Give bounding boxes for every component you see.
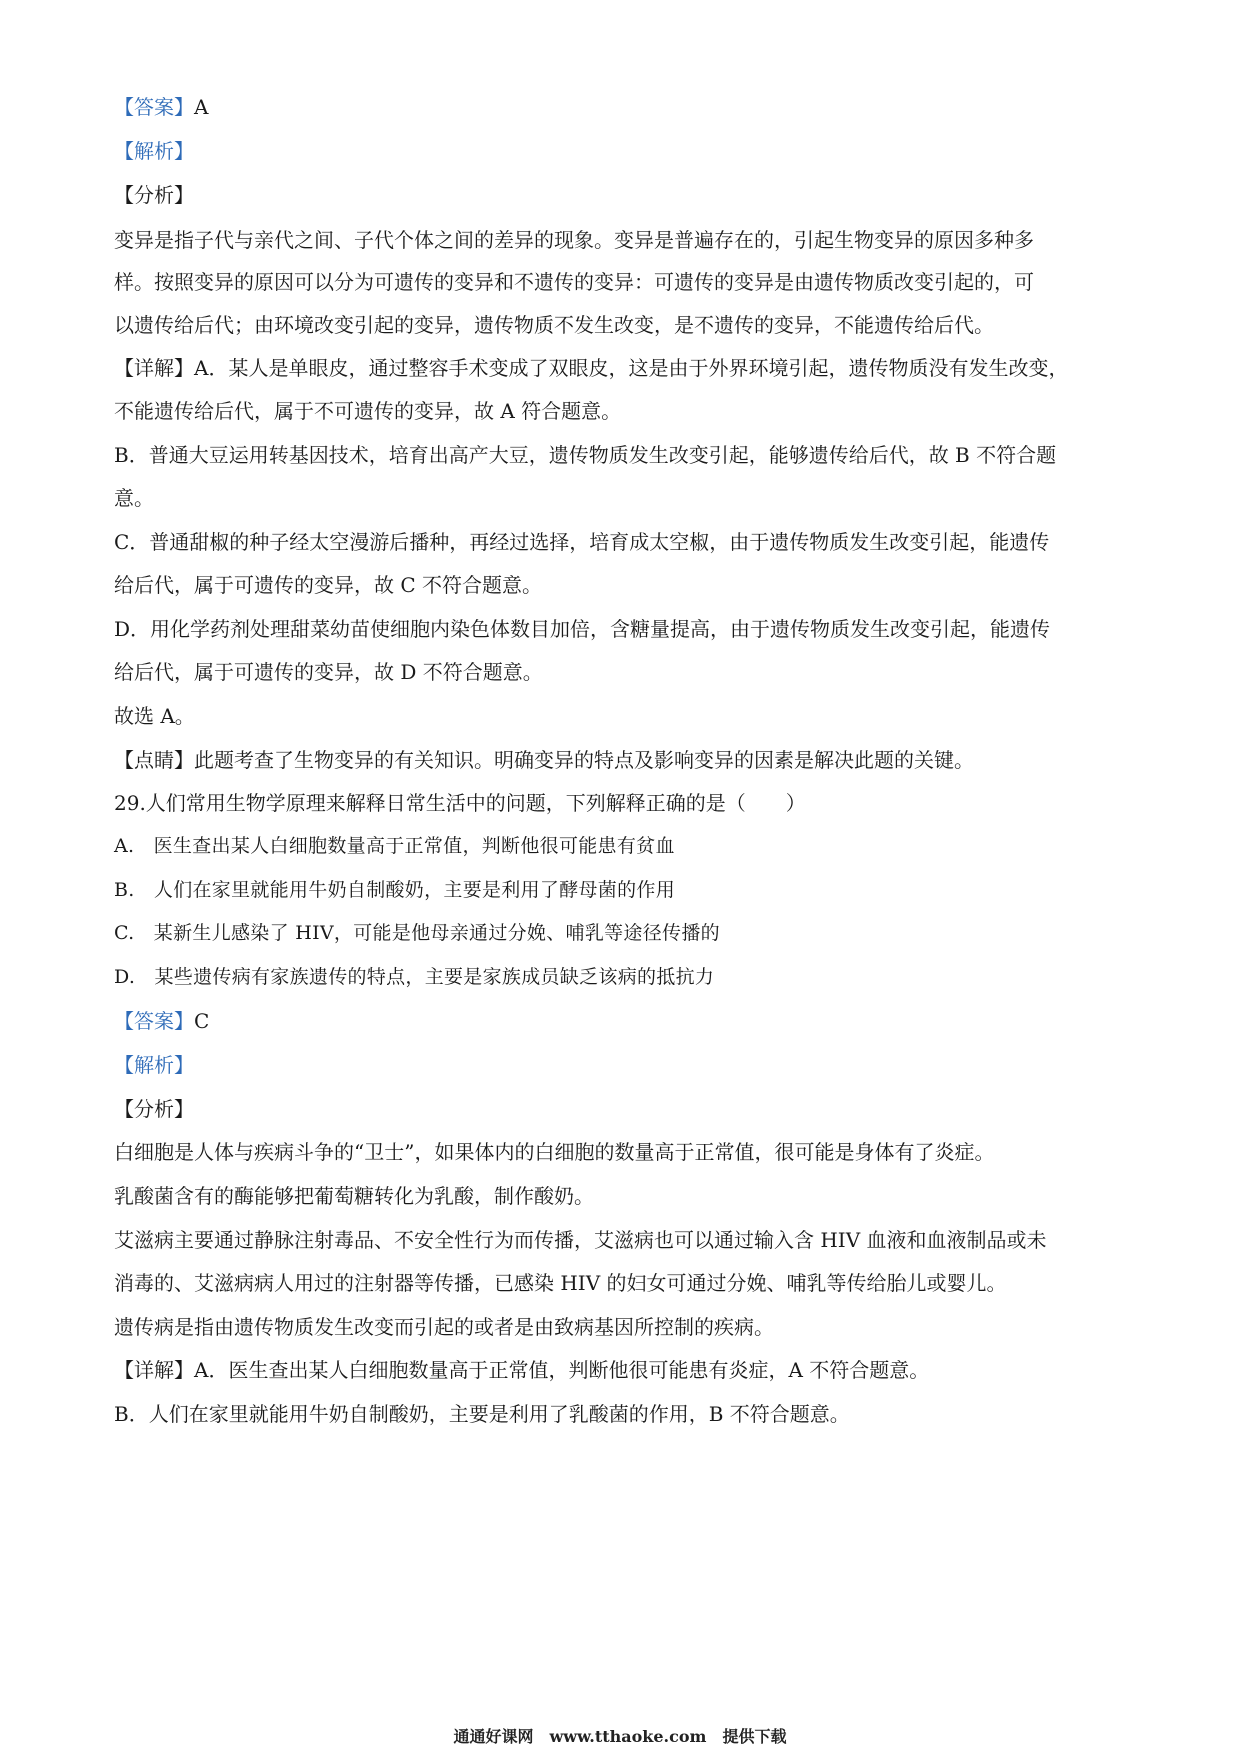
- xiangjie-line: 故选 A。: [114, 704, 195, 728]
- answer-value: A: [194, 95, 209, 119]
- answer-tag: 【答案】: [114, 95, 194, 119]
- page-footer: 通通好课网 www.tthaoke.com 提供下载: [453, 1727, 787, 1746]
- xiangjie-text: A．某人是单眼皮，通过整容手术变成了双眼皮，这是由于外界环境引起，遗传物质没有发生改变，: [194, 356, 1069, 380]
- xiangjie-line: 给后代，属于可遗传的变异，故 D 不符合题意。: [114, 660, 543, 684]
- xiangjie-line: [114, 354, 1134, 382]
- fenxi-line: 消毒的、艾滋病病人用过的注射器等传播，已感染 HIV 的妇女可通过分娩、哺乳等传给胎儿或婴儿。: [114, 1271, 1007, 1295]
- option-d: D. 某些遗传病有家族遗传的特点，主要是家族成员缺乏该病的抵抗力: [114, 966, 715, 988]
- option-b: B. 人们在家里就能用牛奶自制酸奶，主要是利用了酵母菌的作用: [114, 879, 676, 901]
- question-29: 29.人们常用生物学原理来解释日常生活中的问题，下列解释正确的是（ ）: [114, 791, 806, 815]
- fenxi-line: 白细胞是人体与疾病斗争的“卫士”，如果体内的白细胞的数量高于正常值，很可能是身体有了炎症。: [114, 1140, 995, 1164]
- fenxi-line: 变异是指子代与亲代之间、子代个体之间的差异的现象。变异是普遍存在的，引起生物变异的原因多种多: [114, 228, 1034, 252]
- fenxi-line: 以遗传给后代；由环境改变引起的变异，遗传物质不发生改变，是不遗传的变异，不能遗传给后代。: [114, 313, 994, 337]
- jiexi-tag: 【解析】: [114, 139, 194, 163]
- option-c: C. 某新生儿感染了 HIV，可能是他母亲通过分娩、哺乳等途径传播的: [114, 922, 720, 944]
- xiangjie-text: A．医生查出某人白细胞数量高于正常值，判断他很可能患有炎症，A 不符合题意。: [194, 1358, 930, 1382]
- fenxi-tag: 【分析】: [114, 1097, 194, 1121]
- xiangjie-line: 不能遗传给后代，属于不可遗传的变异，故 A 符合题意。: [114, 399, 622, 423]
- answer-line: [114, 1007, 1134, 1035]
- xiangjie-tag: 【详解】: [114, 356, 194, 380]
- answer-value: C: [194, 1009, 210, 1033]
- answer-line: [114, 93, 1134, 121]
- dianjing-tag: 【点睛】: [114, 748, 194, 772]
- fenxi-line: 样。按照变异的原因可以分为可遗传的变异和不遗传的变异：可遗传的变异是由遗传物质改变引起的，可: [114, 270, 1034, 294]
- jiexi-tag: 【解析】: [114, 1053, 194, 1077]
- dianjing-line: [114, 746, 1134, 774]
- option-a: A. 医生查出某人白细胞数量高于正常值，判断他很可能患有贫血: [114, 835, 675, 857]
- xiangjie-line: D．用化学药剂处理甜菜幼苗使细胞内染色体数目加倍，含糖量提高，由于遗传物质发生改变引起，能遗传: [114, 617, 1051, 641]
- xiangjie-line: B．普通大豆运用转基因技术，培育出高产大豆，遗传物质发生改变引起，能够遗传给后代，故 B 不符合题: [114, 443, 1057, 467]
- answer-tag: 【答案】: [114, 1009, 194, 1033]
- fenxi-tag: 【分析】: [114, 183, 194, 207]
- fenxi-line: 艾滋病主要通过静脉注射毒品、不安全性行为而传播，艾滋病也可以通过输入含 HIV 血液和血液制品或未: [114, 1228, 1047, 1252]
- xiangjie-line: [114, 1356, 1134, 1384]
- fenxi-line: 遗传病是指由遗传物质发生改变而引起的或者是由致病基因所控制的疾病。: [114, 1315, 774, 1339]
- xiangjie-line: B．人们在家里就能用牛奶自制酸奶，主要是利用了乳酸菌的作用，B 不符合题意。: [114, 1402, 850, 1426]
- xiangjie-line: C．普通甜椒的种子经太空漫游后播种，再经过选择，培育成太空椒，由于遗传物质发生改变引起，能遗传: [114, 530, 1050, 554]
- xiangjie-line: 意。: [114, 486, 154, 510]
- xiangjie-line: 给后代，属于可遗传的变异，故 C 不符合题意。: [114, 573, 543, 597]
- xiangjie-tag: 【详解】: [114, 1358, 194, 1382]
- dianjing-text: 此题考查了生物变异的有关知识。明确变异的特点及影响变异的因素是解决此题的关键。: [194, 748, 974, 772]
- fenxi-line: 乳酸菌含有的酶能够把葡萄糖转化为乳酸，制作酸奶。: [114, 1184, 594, 1208]
